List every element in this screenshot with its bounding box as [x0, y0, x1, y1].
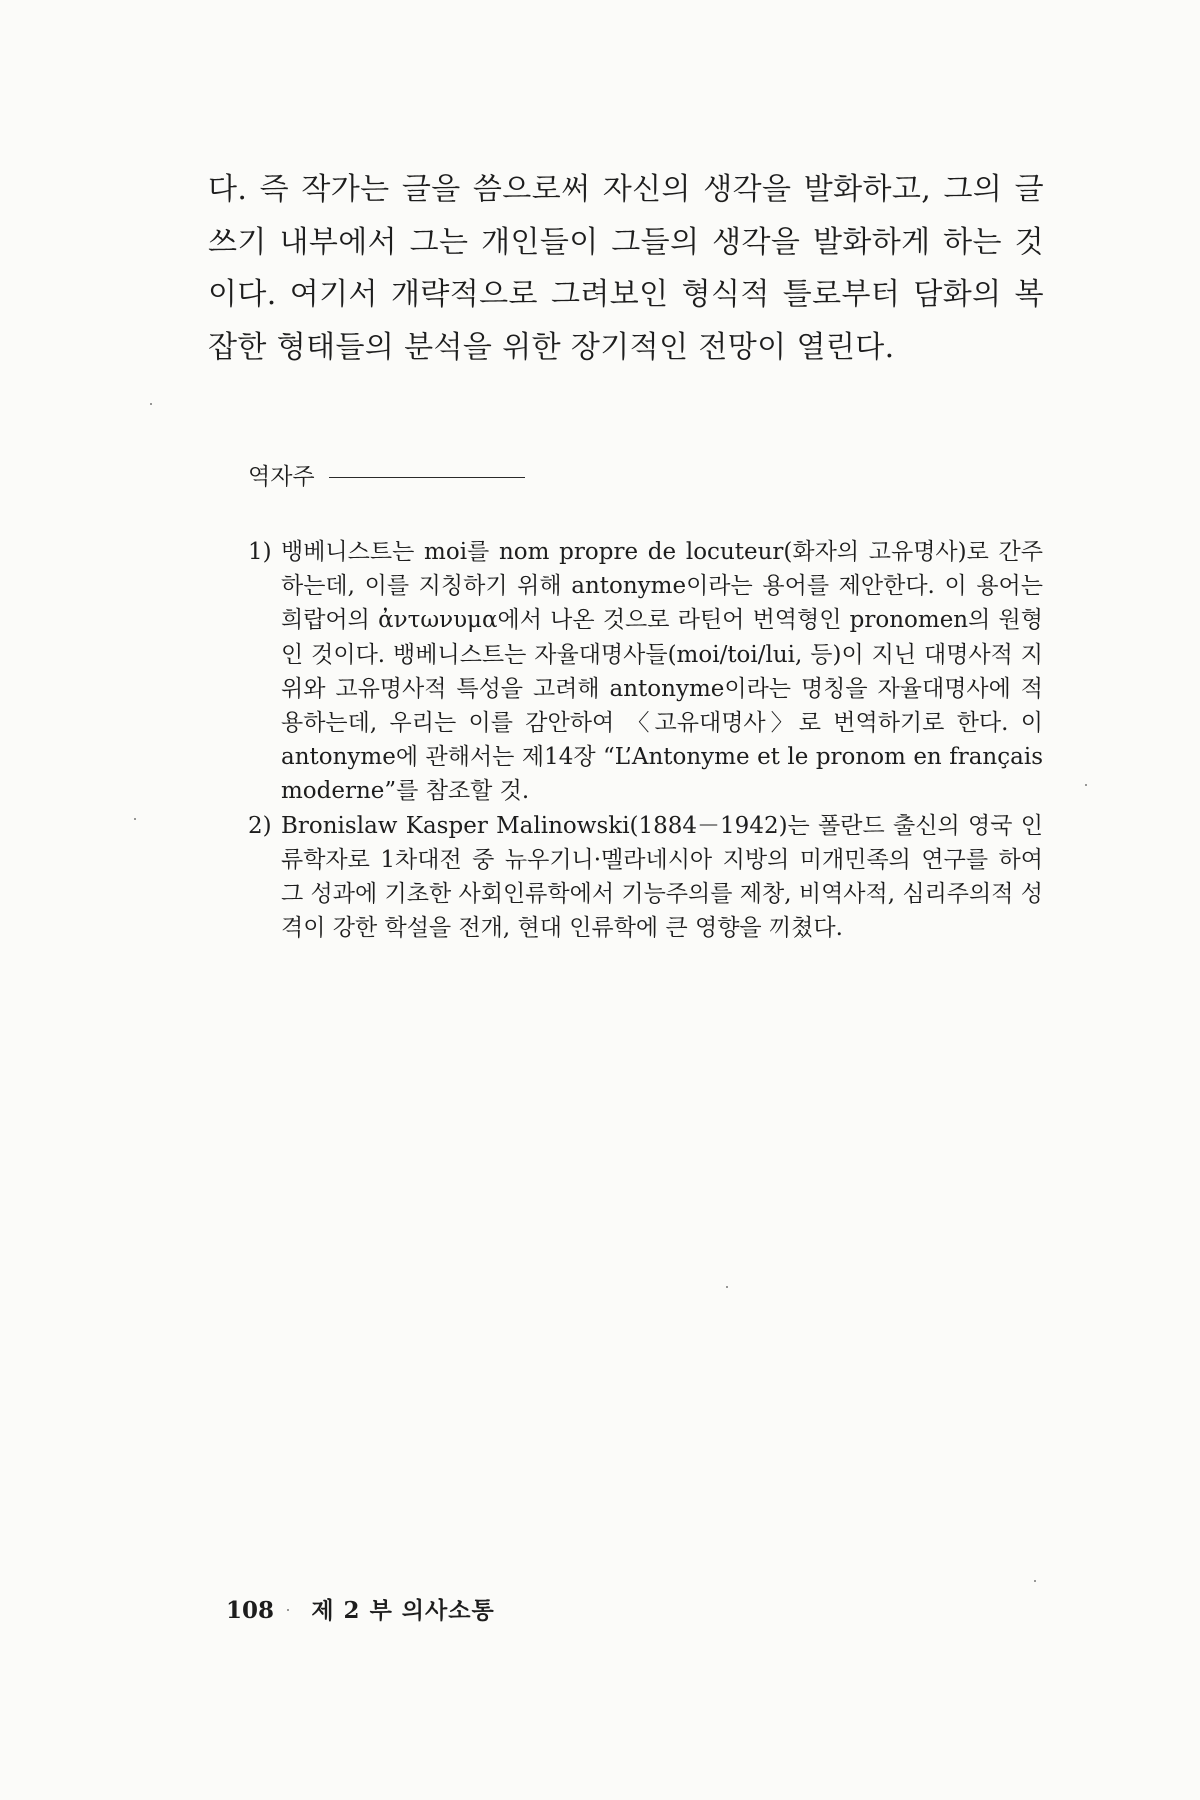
- scan-speck: [1034, 1580, 1036, 1582]
- translator-notes-heading: [248, 462, 525, 492]
- scan-speck: [726, 1286, 728, 1288]
- translator-notes-list: [248, 535, 1043, 945]
- page-footer: [226, 1596, 495, 1626]
- scan-speck: [287, 1609, 289, 1611]
- scan-speck: [150, 403, 152, 405]
- running-head: 제 2 부 의사소통: [311, 1597, 495, 1624]
- scan-speck: [134, 818, 136, 820]
- page-number: 108: [226, 1597, 275, 1624]
- notes-heading-label: 역자주: [248, 464, 315, 490]
- note-item: [248, 535, 1043, 809]
- note-text: 뱅베니스트는 moi를 nom propre de locuteur(화자의 고유명사)로 간주하는데, 이를 지칭하기 위해 antonyme이라는 용어를 제안한다. 이 용어는 희랍어의 ἀντωνυμα에서 나온 것으로 라틴어 번역형인 pronomen의 원형인 것이다. 뱅베니스트는 자율대명사들(moi/toi/lui, 등)이 지닌 대명사적 지위와 고유명사적 특성을 고려해 antonyme이라는 명칭을 자율대명사에 적용하는데, 우리는 이를 감안하여 〈고유대명사〉로 번역하기로 한다. 이 antonyme에 관해서는 제14장 “L’Antonyme et le pronom en français moderne”를 참조할 것.: [281, 539, 1043, 805]
- scan-speck: [1085, 784, 1087, 786]
- notes-heading-rule: [329, 477, 525, 478]
- note-item: [248, 809, 1043, 946]
- note-number: 2): [248, 812, 272, 839]
- body-paragraph: 다. 즉 작가는 글을 씀으로써 자신의 생각을 발화하고, 그의 글쓰기 내부에서 그는 개인들이 그들의 생각을 발화하게 하는 것이다. 여기서 개략적으로 그려보인 형식적 틀로부터 담화의 복잡한 형태들의 분석을 위한 장기적인 전망이 열린다.: [208, 172, 1044, 365]
- note-number: 1): [248, 539, 272, 565]
- note-text: Bronislaw Kasper Malinowski(1884－1942)는 폴란드 출신의 영국 인류학자로 1차대전 중 뉴우기니·멜라네시아 지방의 미개민족의 연구를 하여 그 성과에 기초한 사회인류학에서 기능주의를 제창, 비역사적, 심리주의적 성격이 강한 학설을 전개, 현대 인류학에 큰 영향을 끼쳤다.: [281, 812, 1043, 942]
